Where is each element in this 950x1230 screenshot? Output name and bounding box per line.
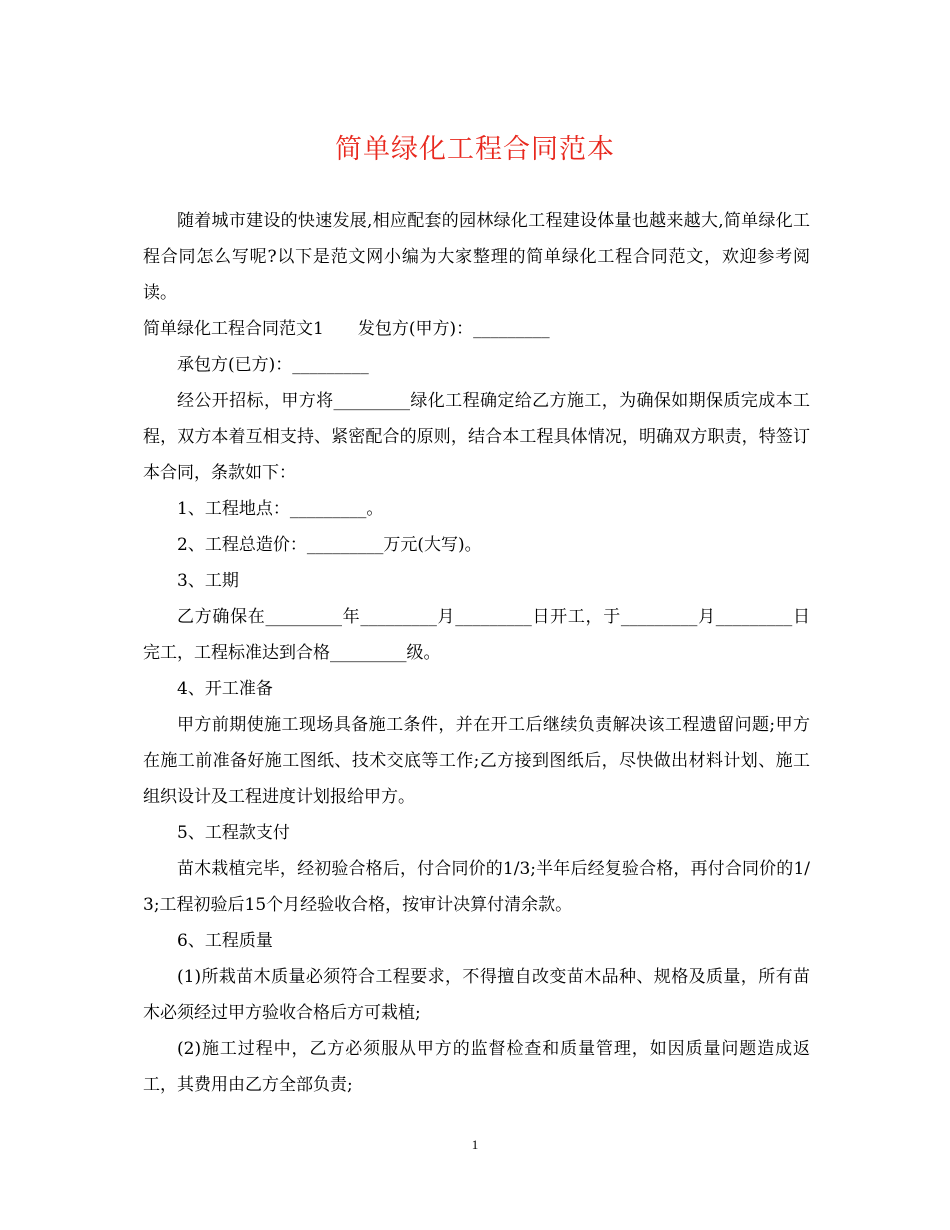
paragraph: 2、工程总造价：_________万元(大写)。	[177, 535, 482, 555]
paragraph: (1)所栽苗木质量必须符合工程要求，不得擅自改变苗木品种、规格及质量，所有苗木必须经过甲方验收合格后方可栽植;	[143, 967, 810, 1023]
paragraph: 乙方确保在_________年_________月_________日开工，于_________月_________日完工，工程标准达到合格_________级。	[143, 607, 810, 663]
section-heading: 6、工程质量	[177, 931, 273, 951]
section-heading: 3、工期	[177, 571, 239, 591]
page-number: 1	[471, 1137, 479, 1152]
paragraph: 承包方(已方)：_________	[177, 355, 369, 375]
document-body	[143, 203, 810, 1103]
paragraph: 简单绿化工程合同范文1 发包方(甲方)：_________	[143, 319, 550, 339]
section-heading: 4、开工准备	[177, 679, 273, 699]
section-heading: 5、工程款支付	[177, 823, 290, 843]
paragraph: (2)施工过程中，乙方必须服从甲方的监督检查和质量管理，如因质量问题造成返工，其费用由乙方全部负责;	[143, 1039, 810, 1095]
paragraph: 甲方前期使施工现场具备施工条件，并在开工后继续负责解决该工程遗留问题;甲方在施工前准备好施工图纸、技术交底等工作;乙方接到图纸后，尽快做出材料计划、施工组织设计及工程进度计划报给甲方。	[143, 715, 810, 807]
document-title: 简单绿化工程合同范本	[335, 134, 615, 165]
paragraph: 经公开招标，甲方将_________绿化工程确定给乙方施工，为确保如期保质完成本工程，双方本着互相支持、紧密配合的原则，结合本工程具体情况，明确双方职责，特签订本合同，条款如下：	[143, 391, 810, 483]
paragraph: 苗木栽植完毕，经初验合格后，付合同价的1/3;半年后经复验合格，再付合同价的1/3;工程初验后15个月经验收合格，按审计决算付清余款。	[143, 859, 810, 915]
paragraph: 随着城市建设的快速发展,相应配套的园林绿化工程建设体量也越来越大,简单绿化工程合同怎么写呢?以下是范文网小编为大家整理的简单绿化工程合同范文，欢迎参考阅读。	[143, 211, 810, 303]
paragraph: 1、工程地点：_________。	[177, 499, 384, 519]
